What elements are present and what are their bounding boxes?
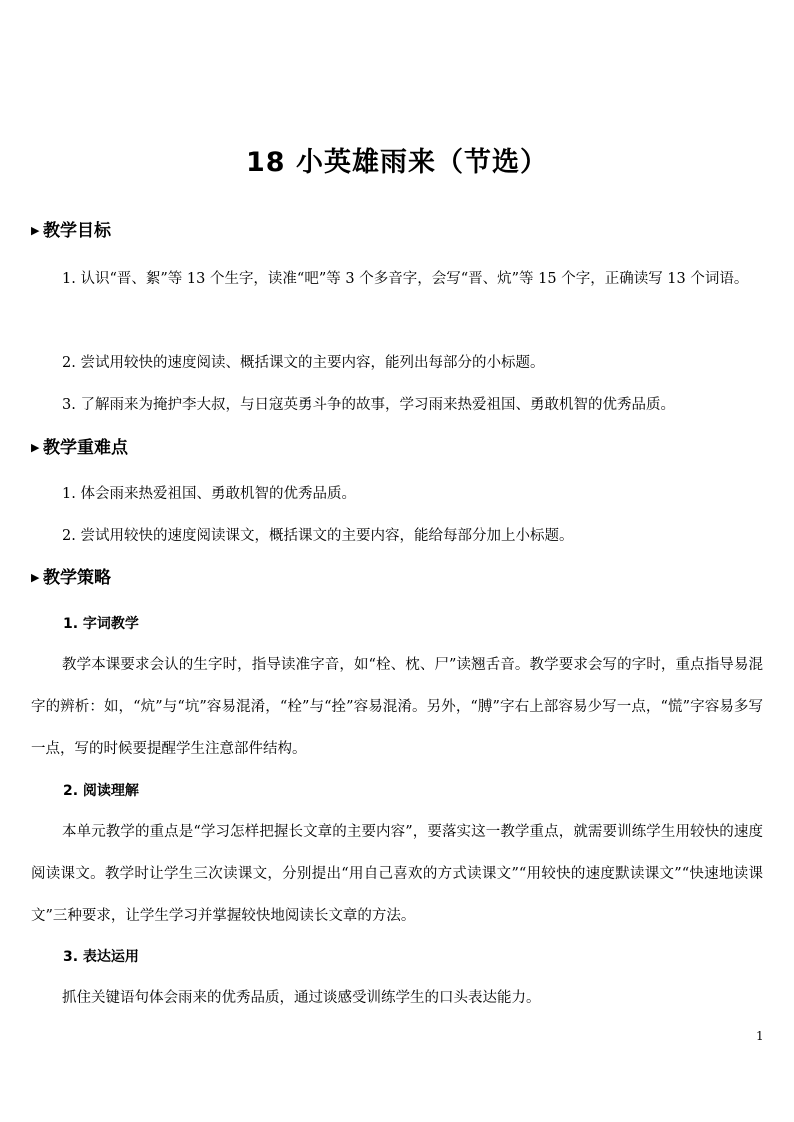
page-number: 1 (756, 1029, 764, 1043)
triangle-right-icon: ▶ (31, 571, 40, 584)
section-heading-strategy (31, 566, 111, 590)
section-heading-label: 教学重难点 (43, 438, 128, 458)
key-point-item-2: 2. 尝试用较快的速度阅读课文，概括课文的主要内容，能给每部分加上小标题。 (62, 528, 574, 544)
triangle-right-icon: ▶ (31, 224, 40, 237)
section-heading-label: 教学策略 (43, 568, 111, 588)
section-heading-label: 教学目标 (43, 221, 111, 241)
key-point-item-1: 1. 体会雨来热爱祖国、勇敢机智的优秀品质。 (62, 486, 356, 502)
goal-item-2: 2. 尝试用较快的速度阅读、概括课文的主要内容，能列出每部分的小标题。 (62, 355, 545, 371)
section-heading-key-points (31, 436, 128, 460)
subsection-heading-expression: 3. 表达运用 (63, 949, 139, 965)
subsection-heading-vocabulary: 1. 字词教学 (63, 616, 139, 632)
page-title: 18 小英雄雨来（节选） (246, 147, 548, 178)
section-heading-goals (31, 219, 111, 243)
subsection-text-vocabulary: 教学本课要求会认的生字时，指导读准字音，如“栓、枕、尸”读翘舌音。教学要求会写的字时，重点指导易混字的辨析：如，“炕”与“坑”容易混淆，“栓”与“拴”容易混淆。另外，“膊”字右上部容易少写一点，“慌”字容易多写一点，写的时候要提醒学生注意部件结构。 (31, 657, 763, 757)
goal-item-1: 1. 认识“晋、絮”等 13 个生字，读准“吧”等 3 个多音字，会写“晋、炕”等 15 个字，正确读写 13 个词语。 (62, 271, 749, 287)
subsection-text-reading: 本单元教学的重点是“学习怎样把握长文章的主要内容”，要落实这一教学重点，就需要训练学生用较快的速度阅读课文。教学时让学生三次读课文，分别提出“用自己喜欢的方式读课文”“用较快的速度默读课文”“快速地读课文”三种要求，让学生学习并掌握较快地阅读长文章的方法。 (31, 824, 763, 924)
triangle-right-icon: ▶ (31, 441, 40, 454)
subsection-heading-reading: 2. 阅读理解 (63, 783, 139, 799)
subsection-text-expression: 抓住关键语句体会雨来的优秀品质，通过谈感受训练学生的口头表达能力。 (62, 990, 541, 1006)
goal-item-3: 3. 了解雨来为掩护李大叔，与日寇英勇斗争的故事，学习雨来热爱祖国、勇敢机智的优秀品质。 (62, 397, 675, 413)
